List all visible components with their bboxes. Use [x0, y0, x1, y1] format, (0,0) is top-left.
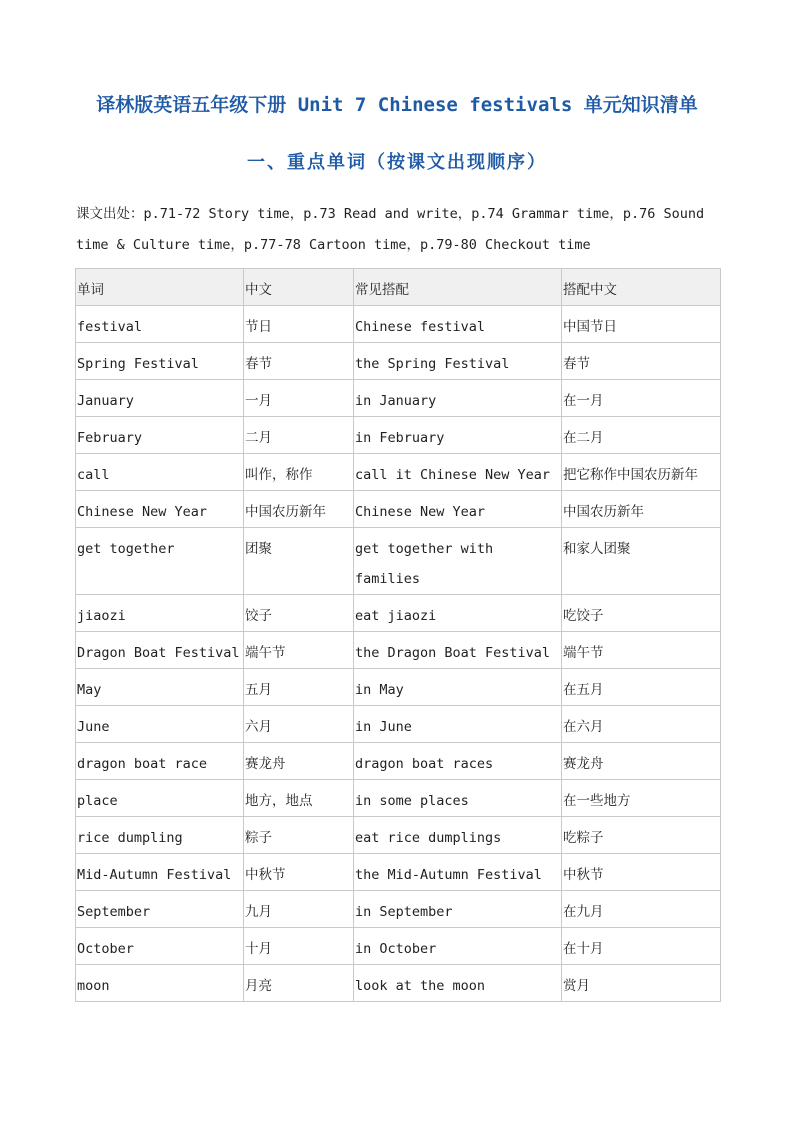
cell-collocation-chinese: 赏月: [562, 965, 721, 1002]
header-collocation: 常见搭配: [354, 269, 562, 306]
cell-word: October: [76, 928, 244, 965]
cell-collocation: get together with families: [354, 528, 562, 595]
document-title: 译林版英语五年级下册 Unit 7 Chinese festivals 单元知识清单: [96, 94, 698, 116]
table-row: [76, 965, 721, 1002]
table-row: [76, 306, 721, 343]
cell-word: Spring Festival: [76, 343, 244, 380]
cell-word: Dragon Boat Festival: [76, 632, 244, 669]
cell-collocation-chinese: 在一些地方: [562, 780, 721, 817]
table-row: [76, 817, 721, 854]
cell-collocation: the Mid-Autumn Festival: [354, 854, 562, 891]
cell-word: moon: [76, 965, 244, 1002]
table-row: [76, 491, 721, 528]
cell-collocation-chinese: 中国节日: [562, 306, 721, 343]
cell-chinese: 叫作，称作: [244, 454, 354, 491]
cell-chinese: 春节: [244, 343, 354, 380]
cell-collocation: the Spring Festival: [354, 343, 562, 380]
cell-chinese: 中秋节: [244, 854, 354, 891]
table-row: [76, 343, 721, 380]
cell-collocation-chinese: 在一月: [562, 380, 721, 417]
cell-chinese: 赛龙舟: [244, 743, 354, 780]
cell-word: January: [76, 380, 244, 417]
table-row: [76, 854, 721, 891]
cell-chinese: 团聚: [244, 528, 354, 595]
cell-collocation-chinese: 春节: [562, 343, 721, 380]
cell-collocation-chinese: 在五月: [562, 669, 721, 706]
cell-chinese: 九月: [244, 891, 354, 928]
cell-collocation-chinese: 把它称作中国农历新年: [562, 454, 721, 491]
cell-collocation: in May: [354, 669, 562, 706]
cell-chinese: 六月: [244, 706, 354, 743]
cell-word: Chinese New Year: [76, 491, 244, 528]
cell-collocation: dragon boat races: [354, 743, 562, 780]
cell-collocation: in some places: [354, 780, 562, 817]
table-row: [76, 928, 721, 965]
cell-collocation: in September: [354, 891, 562, 928]
table-row: [76, 380, 721, 417]
cell-collocation-chinese: 端午节: [562, 632, 721, 669]
cell-collocation: in February: [354, 417, 562, 454]
table-row: [76, 891, 721, 928]
cell-word: June: [76, 706, 244, 743]
cell-collocation-chinese: 在六月: [562, 706, 721, 743]
cell-chinese: 地方，地点: [244, 780, 354, 817]
cell-word: May: [76, 669, 244, 706]
cell-word: September: [76, 891, 244, 928]
table-row: [76, 743, 721, 780]
cell-collocation: in June: [354, 706, 562, 743]
cell-chinese: 二月: [244, 417, 354, 454]
source-text: 课文出处：p.71-72 Story time，p.73 Read and write，p.74 Grammar time，p.76 Sound time & Culture time，p.77-78 Cartoon time，p.79-80 Checkout time: [76, 206, 705, 253]
header-word: 单词: [76, 269, 244, 306]
cell-word: Mid-Autumn Festival: [76, 854, 244, 891]
cell-collocation-chinese: 在十月: [562, 928, 721, 965]
cell-collocation-chinese: 中秋节: [562, 854, 721, 891]
table-row: [76, 706, 721, 743]
section-heading: 一、重点单词（按课文出现顺序）: [247, 152, 547, 173]
cell-collocation: in January: [354, 380, 562, 417]
cell-collocation-chinese: 和家人团聚: [562, 528, 721, 595]
table-row: [76, 417, 721, 454]
header-collocation-chinese: 搭配中文: [562, 269, 721, 306]
cell-word: jiaozi: [76, 595, 244, 632]
vocabulary-table: [75, 268, 721, 1002]
cell-collocation-chinese: 中国农历新年: [562, 491, 721, 528]
table-row: [76, 669, 721, 706]
cell-collocation: Chinese festival: [354, 306, 562, 343]
cell-collocation-chinese: 赛龙舟: [562, 743, 721, 780]
header-chinese: 中文: [244, 269, 354, 306]
table-row: [76, 454, 721, 491]
cell-chinese: 五月: [244, 669, 354, 706]
cell-word: February: [76, 417, 244, 454]
cell-collocation: eat rice dumplings: [354, 817, 562, 854]
table-header-row: [76, 269, 721, 306]
cell-chinese: 月亮: [244, 965, 354, 1002]
cell-word: rice dumpling: [76, 817, 244, 854]
cell-collocation: the Dragon Boat Festival: [354, 632, 562, 669]
cell-collocation: look at the moon: [354, 965, 562, 1002]
cell-collocation: in October: [354, 928, 562, 965]
cell-chinese: 中国农历新年: [244, 491, 354, 528]
table-row: [76, 780, 721, 817]
cell-collocation: call it Chinese New Year: [354, 454, 562, 491]
cell-chinese: 饺子: [244, 595, 354, 632]
table-body: [76, 306, 721, 1002]
table-row: [76, 528, 721, 595]
cell-collocation-chinese: 在二月: [562, 417, 721, 454]
table-row: [76, 595, 721, 632]
cell-collocation: eat jiaozi: [354, 595, 562, 632]
cell-word: dragon boat race: [76, 743, 244, 780]
cell-word: festival: [76, 306, 244, 343]
cell-collocation-chinese: 吃饺子: [562, 595, 721, 632]
cell-collocation: Chinese New Year: [354, 491, 562, 528]
cell-chinese: 一月: [244, 380, 354, 417]
cell-word: get together: [76, 528, 244, 595]
cell-chinese: 端午节: [244, 632, 354, 669]
cell-word: place: [76, 780, 244, 817]
table-row: [76, 632, 721, 669]
cell-chinese: 十月: [244, 928, 354, 965]
cell-collocation-chinese: 在九月: [562, 891, 721, 928]
cell-collocation-chinese: 吃粽子: [562, 817, 721, 854]
cell-chinese: 节日: [244, 306, 354, 343]
cell-word: call: [76, 454, 244, 491]
cell-chinese: 粽子: [244, 817, 354, 854]
